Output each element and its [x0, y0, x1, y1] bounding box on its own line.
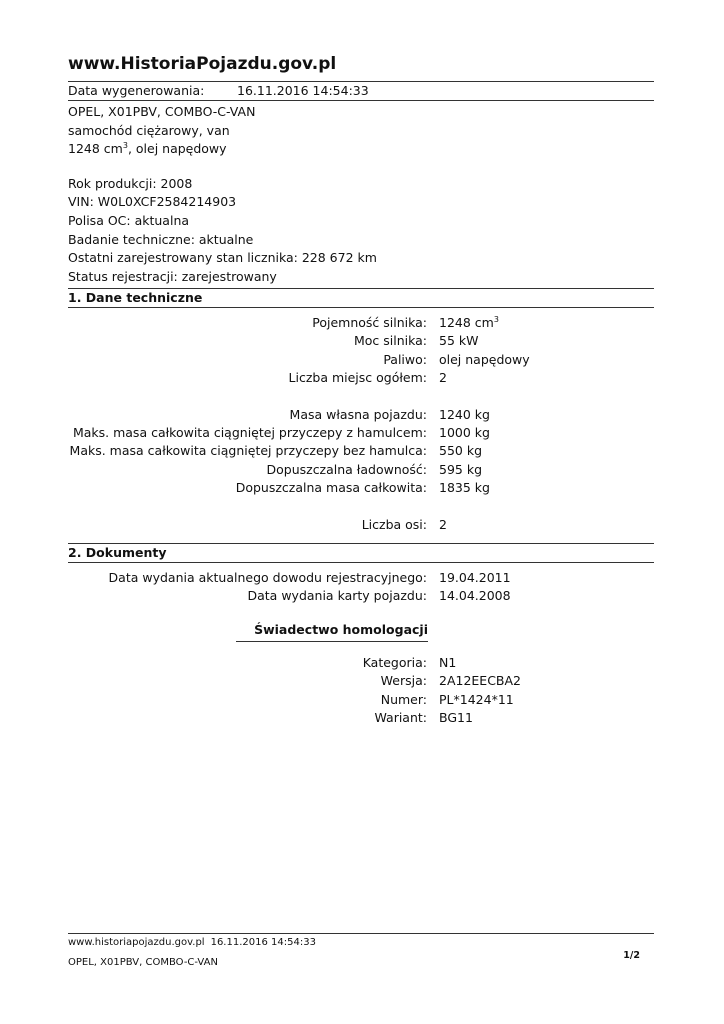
kv-row: Numer: PL*1424*11 [380, 691, 514, 707]
kv-row: Dopuszczalna ładowność: 595 kg [266, 461, 483, 477]
documents-data [68, 569, 654, 606]
section-title-documents: 2. Dokumenty [68, 545, 167, 560]
kv-row: Paliwo: olej napędowy [383, 351, 530, 367]
kv-row: Kategoria: N1 [362, 655, 457, 670]
kv-row: Liczba osi: 2 [361, 516, 447, 532]
footer-line [68, 937, 322, 948]
technical-data [68, 314, 654, 534]
divider [68, 288, 654, 289]
vehicle-engine: 1248 $cm^3$, olej napędowy [68, 141, 227, 157]
divider [236, 641, 428, 642]
kv-row: Wariant: BG11 [374, 710, 473, 726]
divider [68, 562, 654, 563]
insurance-status: Polisa OC: aktualna [68, 212, 190, 228]
footer-timestamp: 16.11.2016 14:54:33 [210, 937, 316, 948]
vin: VIN: W0L0XCF2584214903 [68, 194, 237, 210]
registration-status: Status rejestracji: zarejestrowany [68, 268, 277, 284]
kv-row: Data wydania karty pojazdu: 14.04.2008 [247, 588, 511, 604]
page-number: 1/2 [623, 950, 640, 961]
kv-row: Wersja: 2A12EECBA2 [380, 673, 522, 689]
divider [68, 307, 654, 308]
kv-row: Pojemność silnika: 1248 $cm^3$ [312, 314, 499, 330]
generated-value: 16.11.2016 14:54:33 [237, 83, 369, 98]
homologation-data [68, 654, 654, 728]
divider [68, 100, 654, 101]
kv-row: Masa własna pojazdu: 1240 kg [289, 406, 490, 422]
footer-vehicle: OPEL, X01PBV, COMBO-C-VAN [68, 957, 218, 968]
kv-row: Maks. masa całkowita ciągniętej przyczepy z hamulcem: 1000 kg [72, 424, 490, 440]
kv-row: Moc silnika: 55 kW [353, 333, 479, 349]
footer-site: www.historiapojazdu.gov.pl [68, 937, 205, 948]
vehicle-type: samochód ciężarowy, van [68, 122, 230, 138]
divider [68, 543, 654, 544]
generated-label: Data wygenerowania: [68, 83, 205, 98]
homologation-title: Świadectwo homologacji [254, 622, 428, 637]
production-year: Rok produkcji: 2008 [68, 175, 193, 191]
divider [68, 933, 654, 934]
vehicle-title: OPEL, X01PBV, COMBO-C-VAN [68, 104, 256, 119]
vehicle-summary [68, 103, 628, 286]
kv-row: Data wydania aktualnego dowodu rejestracyjnego: 19.04.2011 [108, 570, 511, 585]
odometer: Ostatni zarejestrowany stan licznika: 228 672 km [68, 250, 377, 266]
divider [68, 81, 654, 82]
kv-row: Liczba miejsc ogółem: 2 [288, 370, 447, 386]
kv-row: Dopuszczalna masa całkowita: 1835 kg [235, 480, 490, 496]
kv-row: Maks. masa całkowita ciągniętej przyczepy bez hamulca: 550 kg [69, 443, 483, 459]
section-title-technical: 1. Dane techniczne [68, 290, 203, 305]
inspection-status: Badanie techniczne: aktualne [68, 231, 254, 247]
site-title: www.HistoriaPojazdu.gov.pl [68, 54, 337, 74]
